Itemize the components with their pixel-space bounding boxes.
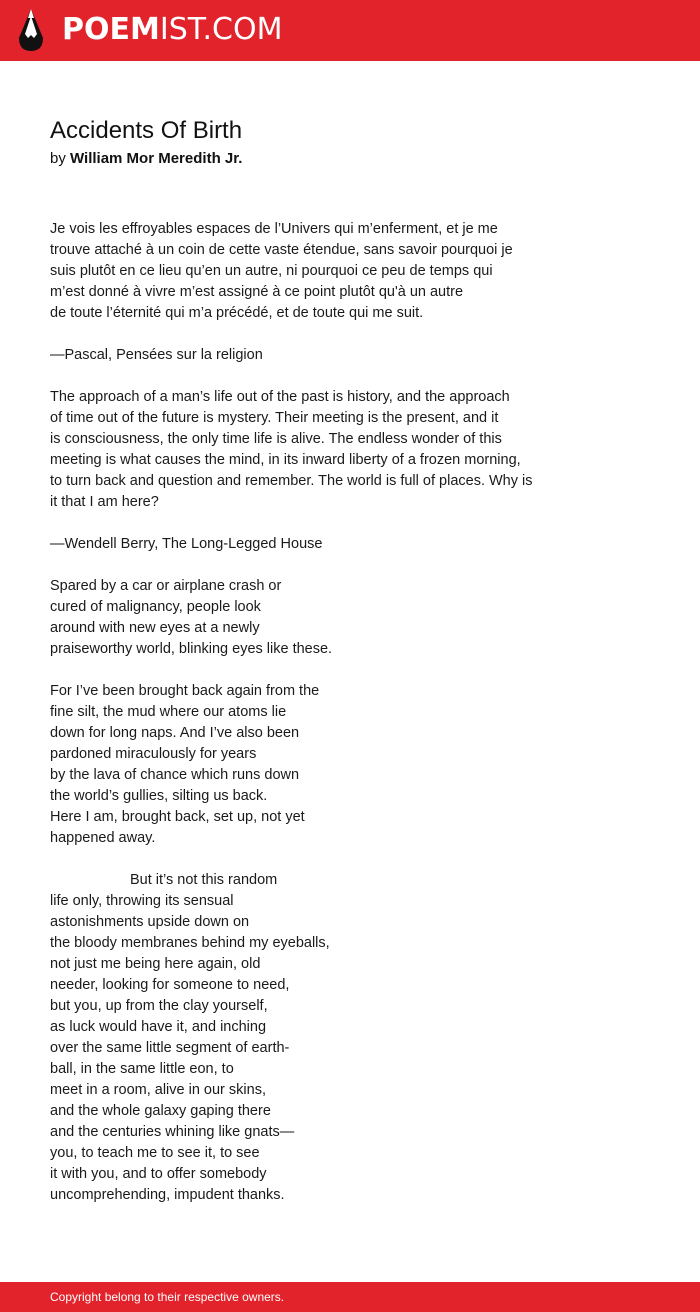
poem-line: and the whole galaxy gaping there	[50, 1103, 271, 1119]
site-footer	[0, 1282, 700, 1312]
poem-line: to turn back and question and remember. The world is full of places. Why is	[50, 473, 533, 489]
poem-line: it that I am here?	[50, 494, 159, 510]
poem-line: the world’s gullies, silting us back.	[50, 788, 268, 804]
poem-line: —Wendell Berry, The Long-Legged House	[50, 536, 323, 552]
poem-title: Accidents Of Birth	[50, 117, 243, 144]
poem-line: fine silt, the mud where our atoms lie	[50, 704, 287, 720]
stanza	[50, 345, 650, 366]
stanza	[50, 870, 650, 1206]
poem-line: m’est donné à vivre m’est assigné à ce point plutôt qu'à un autre	[50, 284, 464, 300]
stanza	[50, 534, 650, 555]
stanza	[50, 681, 650, 849]
poem-line: suis plutôt en ce lieu qu’en un autre, ni pourquoi ce peu de temps qui	[50, 263, 493, 279]
stanza	[50, 576, 650, 660]
poem-line: of time out of the future is mystery. Their meeting is the present, and it	[50, 410, 499, 426]
poem-line: needer, looking for someone to need,	[50, 977, 290, 993]
poem-line: astonishments upside down on	[50, 914, 250, 930]
by-label: by	[50, 150, 66, 167]
poem-line: by the lava of chance which runs down	[50, 767, 300, 783]
poem-line: Spared by a car or airplane crash or	[50, 578, 282, 594]
copyright-text: Copyright belong to their respective owners.	[50, 1290, 285, 1304]
poem-line: as luck would have it, and inching	[50, 1019, 267, 1035]
poem-line: but you, up from the clay yourself,	[50, 998, 268, 1014]
site-logo[interactable]	[62, 12, 282, 48]
poem-line: not just me being here again, old	[50, 956, 261, 972]
poem-line: Je vois les effroyables espaces de l’Univers qui m’enferment, et je me	[50, 221, 498, 237]
author-name: William Mor Meredith Jr.	[70, 150, 243, 167]
poem-line: happened away.	[50, 830, 156, 846]
poem-line: The approach of a man’s life out of the past is history, and the approach	[50, 389, 510, 405]
poem-body	[50, 219, 650, 1227]
poem-line: meet in a room, alive in our skins,	[50, 1082, 266, 1098]
pencil-logo-icon[interactable]	[18, 8, 44, 52]
poem-line: Here I am, brought back, set up, not yet	[50, 809, 305, 825]
poem-line: ball, in the same little eon, to	[50, 1061, 234, 1077]
poem-line: it with you, and to offer somebody	[50, 1166, 267, 1182]
poem-line: For I’ve been brought back again from the	[50, 683, 320, 699]
stanza	[50, 387, 650, 513]
poem-line: cured of malignancy, people look	[50, 599, 261, 615]
stanza	[50, 219, 650, 324]
poem-line: trouve attaché à un coin de cette vaste étendue, sans savoir pourquoi je	[50, 242, 513, 258]
poem-line: praiseworthy world, blinking eyes like these.	[50, 641, 333, 657]
poem-line: around with new eyes at a newly	[50, 620, 260, 636]
logo-light-text: IST.COM	[159, 12, 283, 47]
poem-line: de toute l’éternité qui m’a précédé, et de toute qui me suit.	[50, 305, 424, 321]
poem-line: is consciousness, the only time life is alive. The endless wonder of this	[50, 431, 502, 447]
poem-line: down for long naps. And I’ve also been	[50, 725, 300, 741]
poem-line: —Pascal, Pensées sur la religion	[50, 347, 263, 363]
logo-bold-text: POEM	[62, 12, 160, 47]
poem-line: But it’s not this random	[130, 872, 278, 888]
poem-line: uncomprehending, impudent thanks.	[50, 1187, 285, 1203]
poem-line: meeting is what causes the mind, in its inward liberty of a frozen morning,	[50, 452, 521, 468]
poem-line: life only, throwing its sensual	[50, 893, 234, 909]
poem-line: you, to teach me to see it, to see	[50, 1145, 260, 1161]
site-header	[0, 0, 700, 61]
poem-line: over the same little segment of earth-	[50, 1040, 290, 1056]
poem-line: the bloody membranes behind my eyeballs,	[50, 935, 330, 951]
byline	[50, 148, 242, 170]
poem-line: pardoned miraculously for years	[50, 746, 257, 762]
poem-line: and the centuries whining like gnats—	[50, 1124, 295, 1140]
